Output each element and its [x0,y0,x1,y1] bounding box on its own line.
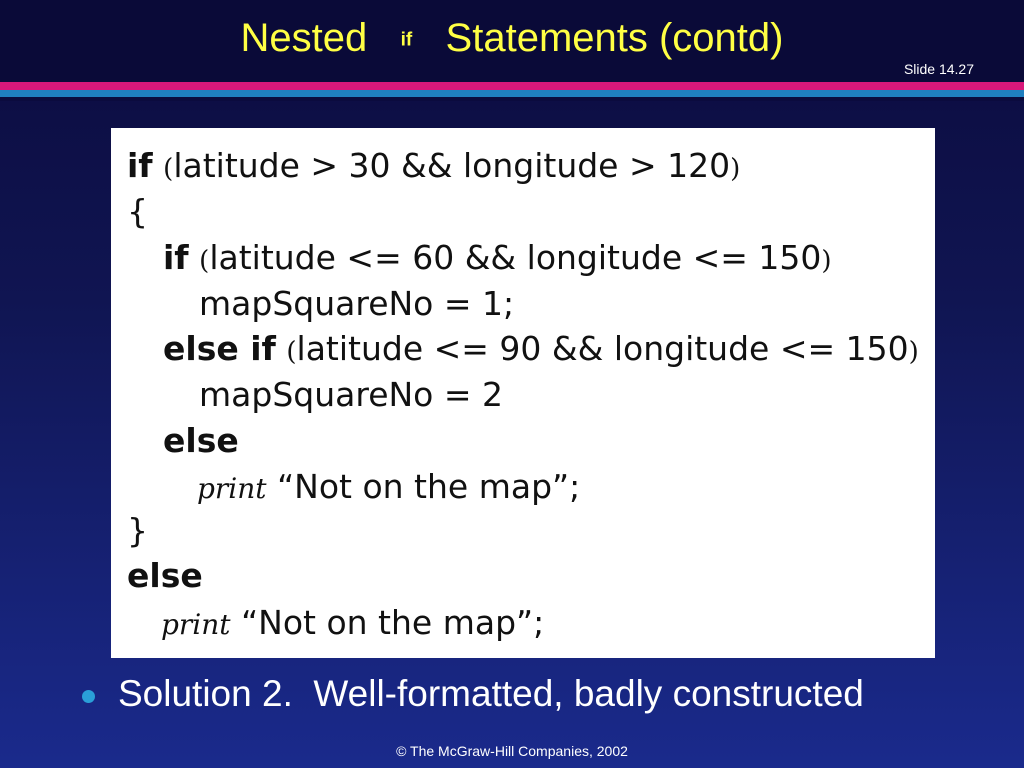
code-paren: ) [730,154,741,184]
code-condition: latitude <= 60 && longitude <= 150 [209,238,822,277]
code-paren: ) [821,246,832,276]
code-keyword: if [127,146,153,185]
slide-number: Slide 14.27 [903,61,974,77]
divider-pink [0,82,1024,90]
code-keyword: if [163,238,189,277]
code-paren: ( [286,337,297,367]
bullet-text: Solution 2. Well-formatted, badly constructed [118,673,864,714]
code-line-6: mapSquareNo = 2 [199,375,503,414]
code-paren: ( [199,246,210,276]
divider-blue [0,90,1024,97]
code-line-4: mapSquareNo = 1; [199,284,515,323]
code-line-10: else [127,556,203,595]
title-keyword: if [400,29,413,51]
code-line-8 [197,465,580,509]
code-line-2: { [127,192,148,231]
code-condition: latitude <= 90 && longitude <= 150 [296,329,909,368]
code-line-9: } [127,511,148,550]
code-keyword: else if [163,329,276,368]
title-text-2: Statements (contd) [445,16,784,60]
code-condition: latitude > 30 && longitude > 120 [173,146,731,185]
code-string: “Not on the map”; [241,603,545,642]
code-line-3 [163,236,832,280]
code-line-1 [127,144,740,188]
code-line-11 [161,601,544,645]
code-line-5 [163,327,919,371]
code-print: print [197,472,267,505]
title-text-1: Nested [240,16,368,60]
footer-copyright: © The McGraw-Hill Companies, 2002 [396,743,628,759]
bullet-icon [82,690,95,703]
code-paren: ( [163,154,174,184]
code-string: “Not on the map”; [277,467,581,506]
divider-dark [0,97,1024,101]
code-line-7: else [163,421,239,460]
code-print: print [161,608,231,641]
code-figure [111,128,935,658]
code-paren: ) [908,337,919,367]
slide-title [0,16,1024,61]
